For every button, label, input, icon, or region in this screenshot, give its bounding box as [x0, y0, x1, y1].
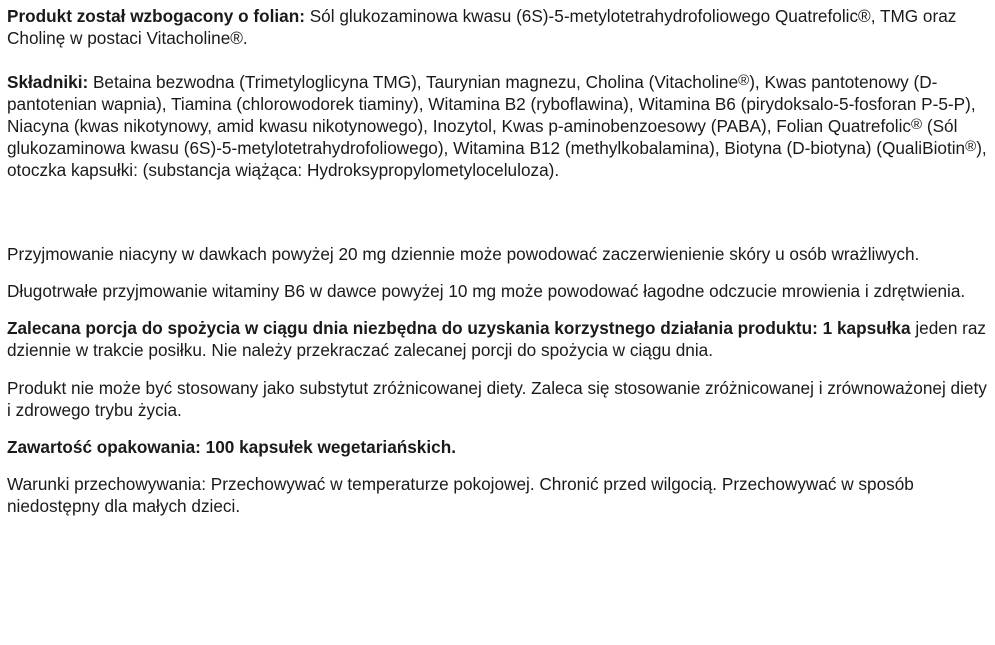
b6-warning: Długotrwałe przyjmowanie witaminy B6 w dawce powyżej 10 mg może powodować łagodne odczucie mrowienia i zdrętwienia.: [7, 281, 966, 301]
diet-note: Produkt nie może być stosowany jako substytut zróżnicowanej diety. Zaleca się stosowanie zróżnicowanej i zrównoważonej diety i zdrowego trybu życia.: [7, 378, 987, 420]
ingredients-text-1: Betaina bezwodna (Trimetyloglicyna TMG), Taurynian magnezu, Cholina (Vitacholine: [88, 72, 739, 92]
niacin-warning: Przyjmowanie niacyny w dawkach powyżej 20 mg dziennie może powodować zaczerwienienie skóry u osób wrażliwych.: [7, 244, 920, 264]
registered-mark: ®: [911, 116, 923, 133]
registered-mark: ®: [738, 72, 750, 89]
dosage-heading: Zalecana porcja do spożycia w ciągu dnia niezbędna do uzyskania korzystnego działania produktu: 1 kapsułka: [7, 318, 911, 338]
registered-mark: ®: [965, 138, 977, 155]
ingredients-heading: Składniki:: [7, 72, 89, 92]
ingredients-paragraph: [7, 71, 995, 181]
product-description: [7, 5, 995, 517]
ingredients-text-4: ), otoczka kapsułki: (substancja wiążąca: Hydroksypropylometyloceluloza).: [7, 138, 987, 180]
folian-text: Sól glukozaminowa kwasu (6S)-5-metylotetrahydrofoliowego Quatrefolic®, TMG oraz Cholinę w postaci Vitacholine®.: [7, 6, 957, 48]
package-contents-text: Zawartość opakowania: 100 kapsułek wegetariańskich.: [7, 437, 456, 457]
storage-conditions: Warunki przechowywania: Przechowywać w temperaturze pokojowej. Chronić przed wilgocią. Przechowywać w sposób niedostępny dla małych dzieci.: [7, 474, 914, 516]
dosage-text: jeden raz dziennie w trakcie posiłku. Nie należy przekraczać zalecanej porcji do spożycia w ciągu dnia.: [7, 318, 987, 360]
dosage-paragraph: [7, 317, 995, 361]
folian-paragraph: [7, 5, 995, 49]
ingredients-text-3: (Sól glukozaminowa kwasu (6S)-5-metylotetrahydrofoliowego), Witamina B12 (methylkobalamina), Biotyna (D-biotyna) (QualiBiotin: [7, 116, 966, 158]
folian-heading: Produkt został wzbogacony o folian:: [7, 6, 305, 26]
package-contents: [7, 436, 995, 458]
ingredients-text-2: ), Kwas pantotenowy (D-pantotenian wapnia), Tiamina (chlorowodorek tiaminy), Witamina B2 (ryboflawina), Witamina B6 (pirydoksalo-5-fosforan P-5-P), Niacyna (kwas nikotynowy, amid kwasu nikotynowego), Inozytol, Kwas p-aminobenzoesowy (PABA), Folian Quatrefolic: [7, 72, 976, 136]
